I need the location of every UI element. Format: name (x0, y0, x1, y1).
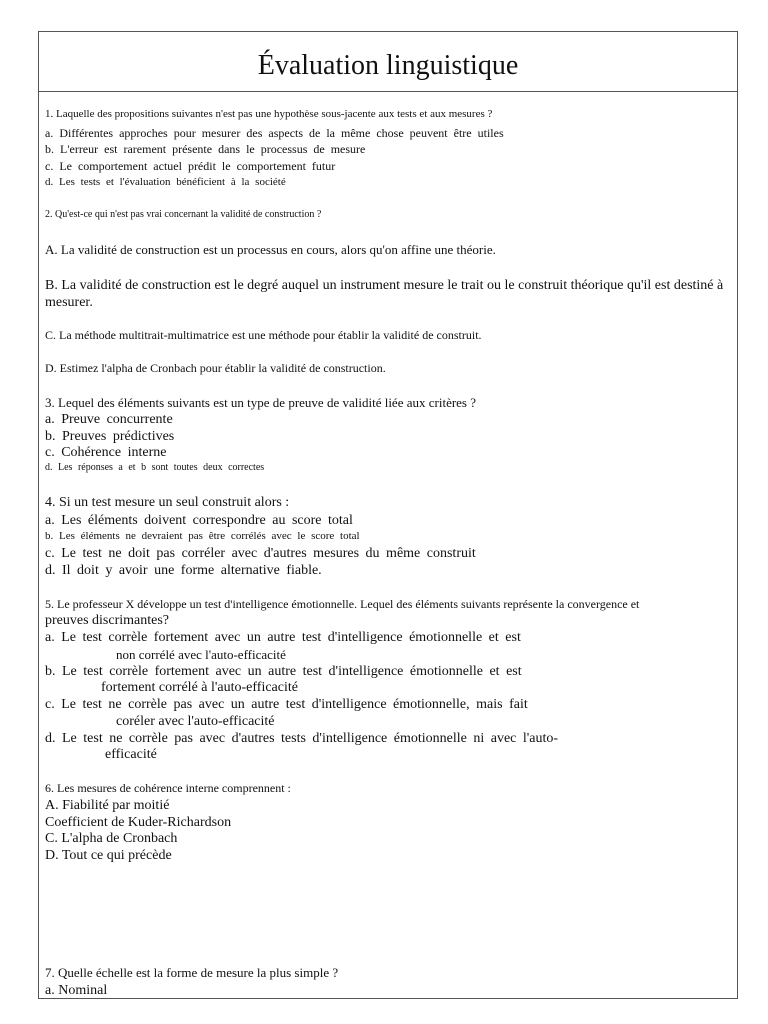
q4-option-a: a. Les éléments doivent correspondre au score total (45, 513, 353, 528)
q7-question: 7. Quelle échelle est la forme de mesure la plus simple ? (45, 965, 339, 980)
q5-option-d: d. Le test ne corrèle pas avec d'autres tests d'intelligence émotionnelle ni avec l'auto- (45, 731, 559, 746)
q5-option-c: c. Le test ne corrèle pas avec un autre test d'intelligence émotionnelle, mais fait (45, 697, 528, 712)
q3-question: 3. Lequel des éléments suivants est un type de preuve de validité liée aux critères ? (45, 395, 477, 410)
q1-option-a: a. Différentes approches pour mesurer des aspects de la même chose peuvent être utiles (45, 126, 504, 140)
q5-option-b-cont: fortement corrélé à l'auto-efficacité (101, 680, 298, 695)
q2-option-d: D. Estimez l'alpha de Cronbach pour établir la validité de construction. (45, 361, 386, 375)
q6-option-c: C. L'alpha de Cronbach (45, 831, 178, 846)
title-band (39, 32, 737, 92)
q1-question: 1. Laquelle des propositions suivantes n'est pas une hypothèse sous-jacente aux tests et aux mesures ? (45, 108, 493, 120)
document-title: Évaluation linguistique (257, 50, 519, 81)
q3-option-c: c. Cohérence interne (45, 445, 167, 460)
q6-question: 6. Les mesures de cohérence interne comprennent : (45, 781, 291, 795)
q5-option-c-cont: coréler avec l'auto-efficacité (116, 714, 275, 729)
q3-option-a: a. Preuve concurrente (45, 412, 173, 427)
q1-option-d: d. Les tests et l'évaluation bénéficient à la société (45, 176, 286, 188)
q4-option-b: b. Les éléments ne devraient pas être corrélés avec le score total (45, 530, 360, 542)
q6-option-d: D. Tout ce qui précède (45, 848, 172, 863)
q3-option-b: b. Preuves prédictives (45, 429, 175, 444)
q2-question: 2. Qu'est-ce qui n'est pas vrai concernant la validité de construction ? (45, 209, 322, 220)
q2-option-c: C. La méthode multitrait-multimatrice est une méthode pour établir la validité de construit. (45, 328, 482, 342)
q4-option-d: d. Il doit y avoir une forme alternative fiable. (45, 563, 322, 578)
q6-option-a: A. Fiabilité par moitié (45, 798, 170, 813)
q2-option-b: B. La validité de construction est le degré auquel un instrument mesure le trait ou le construit théorique qu'il est destiné à mesurer. (45, 278, 724, 310)
q1-option-c: c. Le comportement actuel prédit le comportement futur (45, 159, 336, 173)
q7-option-a: a. Nominal (45, 983, 108, 998)
q3-option-d: d. Les réponses a et b sont toutes deux correctes (45, 462, 265, 473)
q6-option-b: Coefficient de Kuder-Richardson (45, 815, 232, 830)
q5-option-d-cont: efficacité (105, 747, 157, 762)
q5-question-line2: preuves discrimantes? (45, 613, 170, 628)
document-frame (38, 31, 738, 999)
q4-question: 4. Si un test mesure un seul construit alors : (45, 495, 290, 510)
q1-option-b: b. L'erreur est rarement présente dans le processus de mesure (45, 142, 366, 156)
q2-option-a: A. La validité de construction est un processus en cours, alors qu'on affine une théorie. (45, 242, 496, 257)
q4-option-c: c. Le test ne doit pas corréler avec d'autres mesures du même construit (45, 546, 476, 561)
q5-option-a-cont: non corrélé avec l'auto-efficacité (116, 647, 286, 662)
q5-option-b: b. Le test corrèle fortement avec un autre test d'intelligence émotionnelle et est (45, 664, 522, 679)
q5-option-a: a. Le test corrèle fortement avec un autre test d'intelligence émotionnelle et est (45, 630, 521, 645)
q5-question-line1: 5. Le professeur X développe un test d'intelligence émotionnelle. Lequel des éléments suivants représente la convergence et (45, 597, 640, 611)
